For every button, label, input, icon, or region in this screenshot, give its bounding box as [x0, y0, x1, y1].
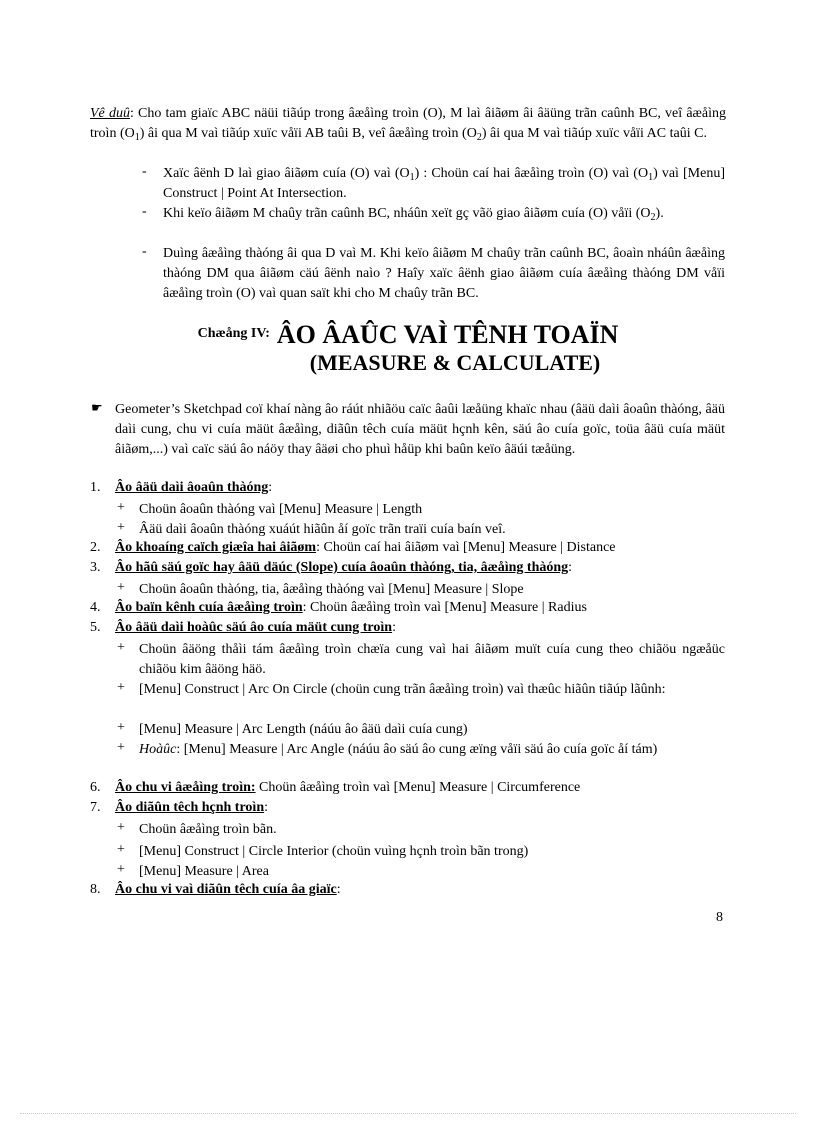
- section-rest: Choün âæåìng troìn vaì [Menu] Measure | Circumference: [255, 780, 581, 795]
- dash-marker: -: [142, 204, 147, 219]
- section-rest: : Choün caí hai âiãøm vaì [Menu] Measure | Distance: [316, 540, 616, 555]
- section-number: 7.: [90, 800, 101, 815]
- plus-item: Choün âæåìng troìn bãn.: [139, 822, 277, 837]
- chapter-prefix: Chæång IV:: [197, 326, 270, 341]
- section-heading: [115, 480, 727, 496]
- section-heading: [115, 620, 727, 636]
- pointing-hand-icon: ☛: [91, 401, 103, 416]
- section-title: Âo khoaíng caïch giæîa hai âiãøm: [115, 540, 317, 555]
- plus-marker: +: [117, 862, 125, 877]
- plus-marker: +: [117, 520, 125, 535]
- section-heading: [115, 560, 727, 576]
- dash-text-c: ) vaì [Menu] Construct | Point At Intersection.: [163, 166, 725, 201]
- plus-item-prefix: Hoàûc: [139, 742, 177, 757]
- plus-item: [Menu] Measure | Arc Length (náúu âo âäü daìi cuía cung): [139, 722, 468, 737]
- section-title: Âo chu vi âæåìng troìn:: [115, 780, 256, 795]
- plus-item: [139, 740, 725, 760]
- subscript: 2: [476, 132, 482, 143]
- section-rest: :: [268, 480, 273, 495]
- plus-marker: +: [117, 720, 125, 735]
- section-rest: :: [392, 620, 396, 635]
- subscript: 1: [134, 132, 140, 143]
- plus-item: Choün âoaûn thàóng vaì [Menu] Measure | Length: [139, 502, 423, 517]
- plus-marker: +: [117, 680, 125, 695]
- plus-marker: +: [117, 842, 125, 857]
- subscript: 1: [409, 172, 415, 183]
- dash-item-text: [163, 164, 725, 204]
- chapter-subtitle: (MEASURE & CALCULATE): [309, 350, 601, 375]
- section-rest: :: [336, 882, 341, 897]
- section-title: Âo chu vi vaì diãûn têch cuía âa giaïc: [115, 882, 337, 897]
- dash-marker: -: [142, 244, 147, 259]
- section-heading: [115, 780, 727, 796]
- subscript: 1: [648, 172, 654, 183]
- plus-item: [Menu] Construct | Circle Interior (choün vuìng hçnh troìn bãn trong): [139, 844, 529, 859]
- section-number: 4.: [90, 600, 101, 615]
- example-text-2: ) âi qua M vaì tiãúp xuïc våïi AB taûi B, veî âæåìng troìn (O: [139, 126, 477, 141]
- section-title: Âo hãû säú goïc hay âäü däúc (Slope) cuía âoaûn thàóng, tia, âæåìng thàóng: [115, 560, 569, 575]
- plus-item: [Menu] Measure | Area: [139, 864, 269, 879]
- section-title: Âo âäü daìi âoaûn thàóng: [115, 480, 269, 495]
- section-heading: [115, 800, 727, 816]
- section-title: Âo diãûn têch hçnh troìn: [115, 800, 265, 815]
- chapter-title: ÂO ÂAÛC VAÌ TÊNH TOAÏN: [276, 320, 619, 349]
- section-number: 1.: [90, 480, 101, 495]
- dash-item-text: Duìng âæåìng thàóng âi qua D vaì M. Khi keïo âiãøm M chaûy trãn caûnh BC, âoaìn nháûn âæåìng thàóng DM qua âiãøm cäú âënh naìo ? Haîy xaïc âënh giao âiãøm cuía âæåìng thàóng DM våïi âæåìng troìn (O) vaì quan saït khi cho M chaûy trãn BC.: [163, 246, 725, 301]
- plus-item: Choün âäöng thåìi tám âæåìng troìn chæïa cung vaì hai âiãøm muït cuía cung theo chiãöu ngæåüc chiãöu kim âäöng häö.: [139, 642, 725, 677]
- general-paragraph: Geometer’s Sketchpad coï khaí nàng âo ráút nhiãöu caïc âaûi læåüng khaïc nhau (âäü daìi âoaûn thàóng, âäü daìi cung, chu vi cuía mäüt âæåìng, diãûn têch cuía mäüt hçnh kên, säú âo cuía goïc, toüa âäü cuía mäüt âiãøm,...) vaì caïc säú âo náöy thay âäøi cho phuì håüp khi baûn keïo âäúi tæåüng.: [115, 402, 725, 457]
- chapter-heading: [0, 320, 816, 350]
- subscript: 2: [650, 212, 656, 223]
- example-text: : Cho tam giaïc ABC näüi tiãúp trong âæåìng troìn (O), M laì âiãøm âi âäüng trãn caûnh BC, veî âæåìng troìn (O: [90, 106, 726, 141]
- page-bottom-border: [20, 1113, 796, 1114]
- dash-marker: -: [142, 164, 147, 179]
- plus-marker: +: [117, 500, 125, 515]
- section-heading: [115, 600, 727, 616]
- section-number: 6.: [90, 780, 101, 795]
- section-heading: [115, 882, 727, 898]
- section-heading: [115, 540, 727, 556]
- dash-item-text: [163, 204, 725, 224]
- section-number: 2.: [90, 540, 101, 555]
- plus-marker: +: [117, 580, 125, 595]
- example-label: Vê duû: [90, 106, 130, 121]
- section-title: Âo âäü daìi hoàûc säú âo cuía mäüt cung troìn: [115, 620, 393, 635]
- plus-marker: +: [117, 640, 125, 655]
- plus-item: Choün âoaûn thàóng, tia, âæåìng thàóng vaì [Menu] Measure | Slope: [139, 582, 524, 597]
- section-rest: :: [264, 800, 268, 815]
- section-rest: : Choün âæåìng troìn vaì [Menu] Measure | Radius: [302, 600, 587, 615]
- dash-text-a: Xaïc âënh D laì giao âiãøm cuía (O) vaì (O: [163, 166, 410, 181]
- section-number: 8.: [90, 882, 101, 897]
- section-rest: :: [568, 560, 573, 575]
- dash-text-a: Khi keïo âiãøm M chaûy trãn caûnh BC, nháûn xeït gç vãö giao âiãøm cuía (O) våïi (O: [163, 206, 651, 221]
- section-number: 3.: [90, 560, 101, 575]
- section-number: 5.: [90, 620, 101, 635]
- section-title: Âo baïn kênh cuía âæåìng troìn: [115, 600, 303, 615]
- page-number: 8: [716, 910, 723, 925]
- dash-text-b: ) : Choün caí hai âæåìng troìn (O) vaì (O: [414, 166, 649, 181]
- example-text-3: ) âi qua M vaì tiãúp xuïc våïi AC taûi C.: [481, 126, 707, 141]
- plus-marker: +: [117, 820, 125, 835]
- example-paragraph: [90, 104, 726, 144]
- dash-text-b: ).: [655, 206, 664, 221]
- plus-item-text: : [Menu] Measure | Arc Angle (náúu âo säú âo cung æïng våïi säú âo cuía goïc åí tám): [176, 742, 658, 757]
- plus-item: Âäü daìi âoaûn thàóng xuáút hiãûn åí goïc trãn traïi cuía baín veî.: [139, 522, 506, 537]
- plus-marker: +: [117, 740, 125, 755]
- plus-item: [Menu] Construct | Arc On Circle (choün cung trãn âæåìng troìn) vaì thæûc hiãûn tiãúp lãûnh:: [139, 682, 666, 697]
